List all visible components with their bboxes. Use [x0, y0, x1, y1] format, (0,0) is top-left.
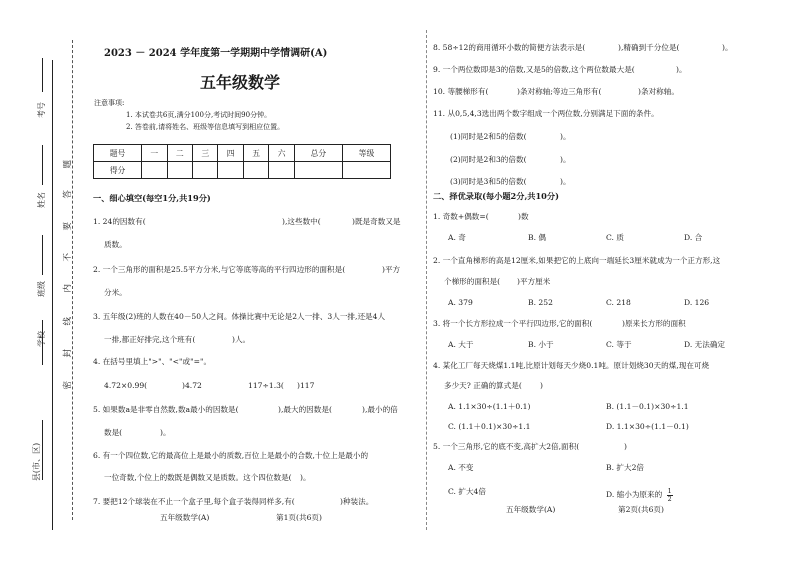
q2-4-stem-a: 4. 某化工厂每天烧煤1.1吨,比原计划每天少烧0.1吨。原计划烧30天的煤,现在可烧 [433, 361, 710, 370]
q2-5-stem-a: 5. 一个三角形,它的底不变,高扩大2倍,面积( [433, 442, 580, 451]
q1-4-expr-1a: 4.72×0.99( [104, 381, 148, 390]
score-table-header-row [94, 145, 391, 162]
fraction-numerator: 1 [667, 487, 672, 495]
seal-char: 内 [63, 283, 74, 293]
footer-left-page: 第1页(共6页) [276, 513, 322, 522]
score-row-label: 得分 [94, 162, 142, 179]
q1-5-part-c: ),最小的倍 [362, 405, 398, 414]
score-table [93, 144, 391, 179]
q1-4-expr-2a: 117÷1.3( [248, 381, 284, 390]
q2-1-option-d[interactable]: D. 合 [684, 233, 703, 242]
q1-10-part-a: 10. 等腰梯形有( [433, 87, 489, 96]
seal-char: 题 [63, 159, 74, 169]
fraction-denominator: 2 [667, 494, 672, 503]
q1-5-part-a: 5. 如果数a是非零自然数,数a最小的因数是( [93, 405, 239, 414]
q2-1-stem-a: 1. 奇数+偶数=( [433, 212, 489, 221]
q1-10-part-c: )条对称轴。 [638, 87, 679, 96]
q2-4-option-b[interactable]: B. (1.1－0.1)×30÷1.1 [606, 402, 689, 411]
table-header-cell: 一 [142, 145, 167, 162]
binding-strip [0, 0, 90, 562]
q2-3-option-d[interactable]: D. 无法确定 [684, 340, 726, 349]
q1-11-sub3-b: )。 [560, 177, 571, 186]
q1-4-expr-1b: )4.72 [182, 381, 202, 390]
table-header-cell: 二 [167, 145, 192, 162]
score-cell[interactable] [142, 162, 167, 179]
score-cell[interactable] [167, 162, 192, 179]
q2-1-option-c[interactable]: C. 质 [606, 233, 624, 242]
q2-2-stem-c: )平方厘米 [517, 277, 551, 286]
seal-char: 答 [63, 189, 74, 199]
q2-3-stem-a: 3. 将一个长方形拉成一个平行四边形,它的面积( [433, 319, 593, 328]
binding-line-outer [52, 60, 53, 530]
q1-8-part-b: ),精确到千分位是( [618, 43, 680, 52]
exam-no-underline [42, 58, 43, 92]
score-table-score-row [94, 162, 391, 179]
q2-2-option-a[interactable]: A. 379 [448, 298, 473, 307]
q1-1-part-b: ),这些数中( [282, 217, 321, 226]
note-1: 1. 本试卷共6页,满分100分,考试时间90分钟。 [126, 111, 272, 119]
name-label: 姓名 [37, 192, 46, 208]
table-header-cell: 三 [192, 145, 217, 162]
county-underline [42, 420, 43, 480]
class-label: 班级 [37, 281, 46, 297]
q2-1-option-b[interactable]: B. 偶 [528, 233, 547, 242]
table-header-cell: 题号 [94, 145, 142, 162]
school-label: 学校 [37, 331, 46, 347]
q2-5-option-b[interactable]: B. 扩大2倍 [606, 463, 645, 472]
score-cell[interactable] [269, 162, 294, 179]
q1-11-sub3-a: (3)同时是3和5的倍数( [450, 177, 527, 186]
q1-1-part-d: 质数。 [104, 240, 127, 249]
q1-3-part-c: )人。 [232, 335, 251, 344]
fraction [667, 488, 673, 502]
q1-5-part-d: 数是( [104, 428, 123, 437]
table-header-cell: 四 [218, 145, 243, 162]
q2-4-option-d[interactable]: D. 1.1×30÷(1.1－0.1) [606, 422, 689, 431]
q2-4-stem-c: ) [540, 381, 543, 390]
q2-2-stem-a: 2. 一个直角梯形的高是12厘米,如果把它的上底向一端延长3厘米就成为一个正方形,这 [433, 256, 721, 265]
q1-3-part-b: 一排,都正好排完,这个班有( [104, 335, 196, 344]
table-header-cell: 等级 [342, 145, 390, 162]
q2-5-option-a[interactable]: A. 不变 [448, 463, 474, 472]
q1-10-part-b: )条对称轴;等边三角形有( [517, 87, 602, 96]
q2-5-option-d[interactable] [606, 488, 673, 502]
exam-subject: 五年级数学 [200, 73, 281, 92]
seal-line [72, 40, 73, 520]
footer-left-subject: 五年级数学(A) [160, 513, 210, 522]
score-cell[interactable] [192, 162, 217, 179]
q1-9-part-b: )。 [676, 65, 687, 74]
q1-2-part-c: 分米。 [104, 288, 127, 297]
q1-6-part-c: )。 [300, 473, 311, 482]
q2-3-stem-b: )原来长方形的面积 [622, 319, 686, 328]
q2-5-option-c[interactable]: C. 扩大4倍 [448, 487, 486, 496]
seal-char: 不 [63, 252, 74, 262]
q2-2-option-b[interactable]: B. 252 [528, 298, 553, 307]
q1-7-part-b: )种装法。 [340, 497, 374, 506]
score-cell[interactable] [342, 162, 390, 179]
score-cell[interactable] [294, 162, 342, 179]
score-cell[interactable] [218, 162, 243, 179]
q1-4-part-a: 4. 在括号里填上">"、"<"或"="。 [93, 357, 212, 366]
q2-4-stem-b: 多少天? 正确的算式是( [444, 381, 522, 390]
note-2: 2. 答卷前,请将姓名、班级等信息填写到相应位置。 [126, 123, 285, 131]
q2-4-option-a[interactable]: A. 1.1×30÷(1.1＋0.1) [448, 402, 531, 411]
q1-5-part-b: ),最大的因数是( [278, 405, 332, 414]
q2-1-stem-b: )数 [518, 212, 529, 221]
page-divider [426, 30, 427, 530]
q2-5-option-d-text: D. 缩小为原来的 [606, 490, 663, 500]
q1-6-part-a: 6. 有一个四位数,它的最高位上是最小的质数,百位上是最小的合数,十位上是最小的 [93, 451, 369, 460]
seal-char: 密 [63, 380, 74, 390]
table-header-cell: 总分 [294, 145, 342, 162]
class-underline [42, 235, 43, 275]
seal-char: 封 [63, 348, 74, 358]
q1-6-part-b: 一位奇数,个位上的数既是偶数又是质数。这个四位数是( [104, 473, 292, 482]
section2-title: 二、择优录取(每小题2分,共10分) [433, 191, 559, 201]
exam-no-label: 考号 [37, 102, 46, 118]
q2-4-option-c[interactable]: C. (1.1＋0.1)×30÷1.1 [448, 422, 531, 431]
q2-2-stem-b: 个梯形的面积是( [444, 277, 501, 286]
q2-1-option-a[interactable]: A. 奇 [448, 233, 466, 242]
q1-11-sub1-a: (1)同时是2和5的倍数( [450, 132, 527, 141]
exam-title: 2023 － 2024 学年度第一学期期中学情调研(A) [104, 48, 328, 59]
q1-5-part-e: )。 [160, 428, 171, 437]
q1-7-part-a: 7. 要把12个球装在不止一个盒子里,每个盒子装得同样多,有( [93, 497, 295, 506]
footer-right-page: 第2页(共6页) [618, 505, 664, 514]
q1-9-part-a: 9. 一个两位数即是3的倍数,又是5的倍数,这个两位数最大是( [433, 65, 635, 74]
county-label: 县(市、区) [32, 442, 42, 482]
seal-char: 线 [63, 316, 74, 326]
q2-3-option-b[interactable]: B. 小于 [528, 340, 554, 349]
section1-title: 一、细心填空(每空1分,共19分) [93, 193, 211, 203]
q1-2-part-a: 2. 一个三角形的面积是25.5平方分米,与它等底等高的平行四边形的面积是( [93, 265, 346, 274]
q1-11-sub2-a: (2)同时是2和3的倍数( [450, 155, 527, 164]
q2-3-option-c[interactable]: C. 等于 [606, 340, 632, 349]
notes-title: 注意事项: [94, 99, 125, 107]
table-header-cell: 六 [269, 145, 294, 162]
q2-2-option-d[interactable]: D. 126 [684, 298, 710, 307]
q1-2-part-b: )平方 [382, 265, 401, 274]
q1-8-part-c: )。 [722, 43, 733, 52]
score-cell[interactable] [243, 162, 268, 179]
q1-1-part-c: )既是奇数又是 [352, 217, 401, 226]
footer-right-subject: 五年级数学(A) [506, 505, 556, 514]
seal-char: 要 [63, 221, 74, 231]
q1-11-sub1-b: )。 [560, 132, 571, 141]
q1-1-part-a: 1. 24的因数有( [93, 217, 146, 226]
q2-5-stem-b: ) [624, 442, 627, 451]
q1-11-stem: 11. 从0,5,4,3选出两个数字组成一个两位数,分别满足下面的条件。 [433, 109, 659, 118]
table-header-cell: 五 [243, 145, 268, 162]
q2-2-option-c[interactable]: C. 218 [606, 298, 631, 307]
q1-4-expr-2b: )117 [297, 381, 315, 390]
q1-8-part-a: 8. 58÷12的商用循环小数的简便方法表示是( [433, 43, 586, 52]
name-underline [42, 145, 43, 185]
q2-3-option-a[interactable]: A. 大于 [448, 340, 474, 349]
q1-11-sub2-b: )。 [560, 155, 571, 164]
q1-3-part-a: 3. 五年级(2)班的人数在40－50人之间。体操比赛中无论是2人一排、3人一排,还是4人 [93, 312, 386, 321]
